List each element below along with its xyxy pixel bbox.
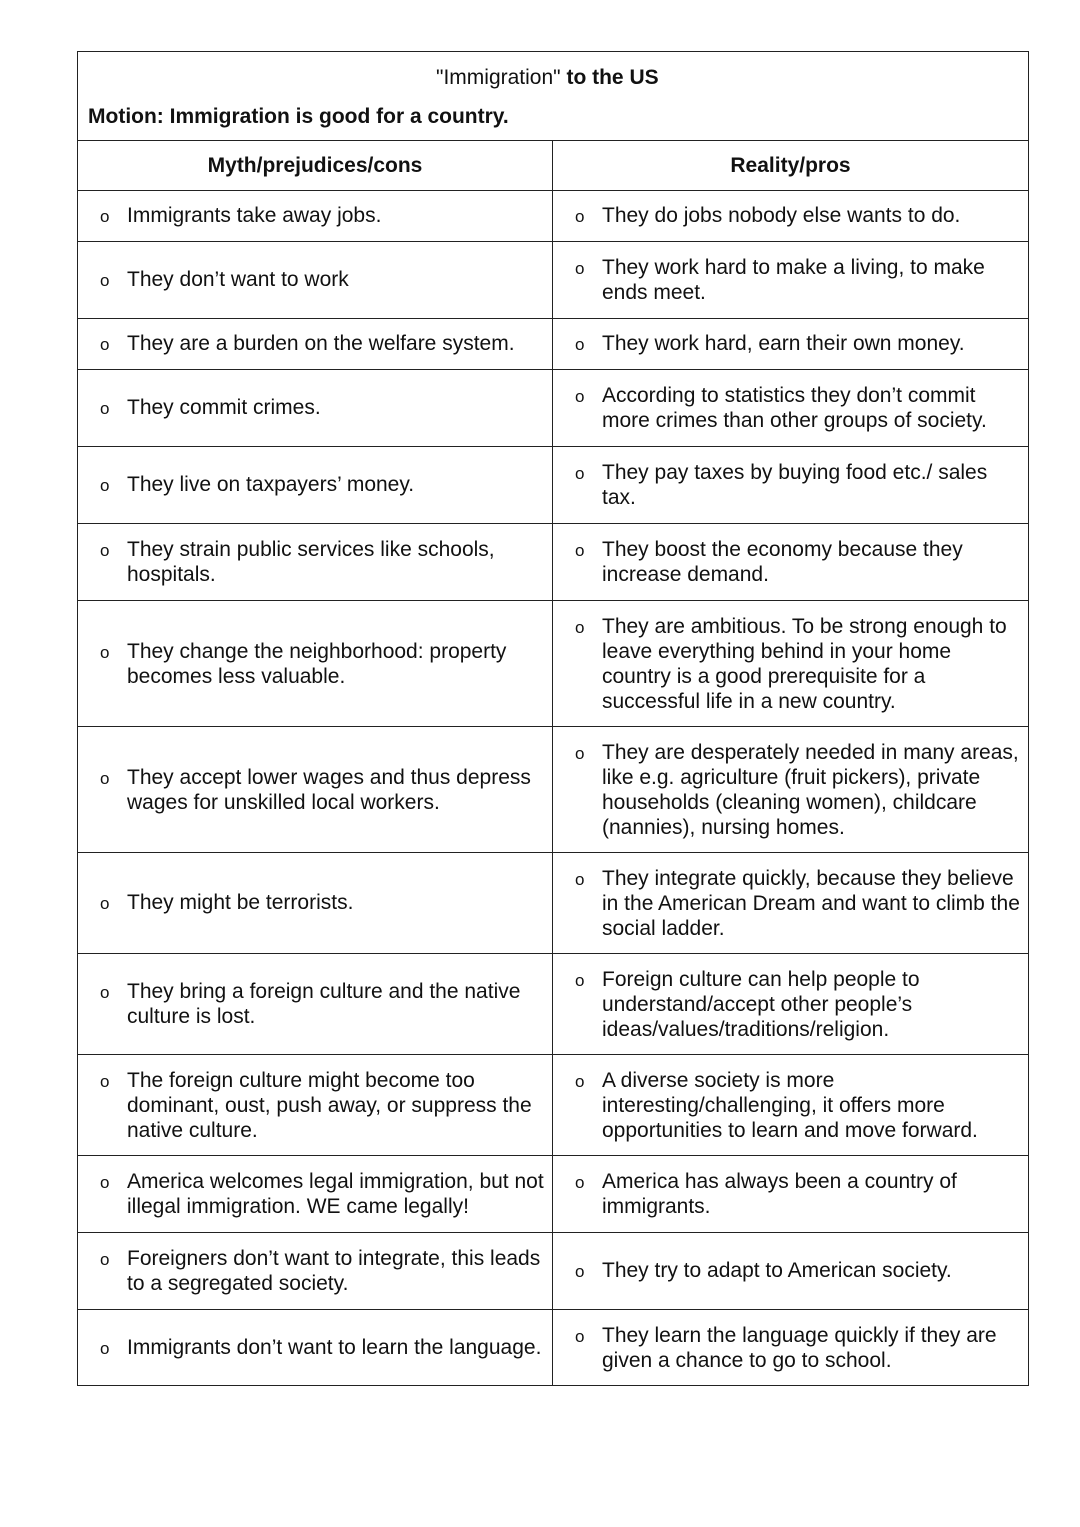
table-row xyxy=(78,1055,1029,1156)
con-text: They don’t want to work xyxy=(127,268,349,291)
pro-cell xyxy=(553,954,1029,1055)
bullet-icon: o xyxy=(575,1262,585,1281)
pro-text: A diverse society is more interesting/challenging, it offers more opportunities to learn and move forward. xyxy=(602,1068,978,1142)
con-text: They change the neighborhood: property becomes less valuable. xyxy=(127,639,507,688)
comparison-table xyxy=(77,51,1029,1386)
pro-cell xyxy=(553,1233,1029,1310)
pro-text: They try to adapt to American society. xyxy=(602,1259,952,1282)
con-cell xyxy=(78,242,553,319)
pro-text: They do jobs nobody else wants to do. xyxy=(602,204,961,227)
list-item xyxy=(78,975,552,1033)
con-cell xyxy=(78,601,553,727)
bullet-icon: o xyxy=(575,387,585,406)
con-text: They bring a foreign culture and the native culture is lost. xyxy=(127,980,521,1028)
bullet-icon: o xyxy=(575,464,585,483)
pro-text: Foreign culture can help people to understand/accept other people’s ideas/values/traditions/religion. xyxy=(602,967,920,1041)
con-text: They are a burden on the welfare system. xyxy=(127,332,515,355)
table-row xyxy=(78,524,1029,601)
bullet-icon: o xyxy=(575,1326,585,1346)
pro-text: According to statistics they don’t commit more crimes than other groups of society. xyxy=(602,384,987,432)
pro-text: They work hard to make a living, to make ends meet. xyxy=(602,256,985,304)
table-row xyxy=(78,447,1029,524)
list-item xyxy=(553,1319,1028,1377)
bullet-icon: o xyxy=(575,617,585,637)
pro-text: America has always been a country of immigrants. xyxy=(602,1170,957,1218)
title-quoted: "Immigration" xyxy=(436,66,561,89)
list-item xyxy=(553,1064,1028,1147)
con-text: Immigrants don’t want to learn the language. xyxy=(127,1335,542,1359)
bullet-icon: o xyxy=(100,541,110,560)
bullet-icon: o xyxy=(100,1338,110,1358)
list-item xyxy=(78,1331,552,1365)
bullet-icon: o xyxy=(100,1071,110,1091)
pro-cell xyxy=(553,524,1029,601)
con-text: America welcomes legal immigration, but not illegal immigration. WE came legally! xyxy=(127,1170,544,1218)
con-cell xyxy=(78,853,553,954)
list-item xyxy=(553,327,1028,361)
list-item xyxy=(553,533,1028,591)
table-row xyxy=(78,1310,1029,1386)
pro-text: They are ambitious. To be strong enough to leave everything behind in your home country is a good prerequisite for a successful life in a new country. xyxy=(602,614,1007,713)
list-item xyxy=(553,862,1028,945)
con-cell xyxy=(78,447,553,524)
list-item xyxy=(78,1242,552,1300)
title-rest: to the US xyxy=(566,66,659,89)
pro-cell xyxy=(553,853,1029,954)
bullet-icon: o xyxy=(575,1071,585,1091)
bullet-icon: o xyxy=(100,207,110,226)
con-cell xyxy=(78,1310,553,1386)
pro-cell xyxy=(553,1055,1029,1156)
list-item xyxy=(78,1165,552,1223)
con-text: They commit crimes. xyxy=(127,396,321,419)
bullet-icon: o xyxy=(100,271,110,290)
list-item xyxy=(78,199,552,233)
con-cell xyxy=(78,727,553,853)
pro-cell xyxy=(553,1310,1029,1386)
list-item xyxy=(78,533,552,591)
pro-cell xyxy=(553,447,1029,524)
pro-cell xyxy=(553,370,1029,447)
column-header-cons: Myth/prejudices/cons xyxy=(78,141,553,191)
header-row xyxy=(78,52,1029,141)
con-cell xyxy=(78,1233,553,1310)
table-row xyxy=(78,853,1029,954)
con-text: Foreigners don’t want to integrate, this leads to a segregated society. xyxy=(127,1247,541,1295)
con-cell xyxy=(78,954,553,1055)
list-item xyxy=(78,327,552,361)
pro-text: They learn the language quickly if they are given a chance to go to school. xyxy=(602,1323,997,1372)
list-item xyxy=(78,635,552,693)
bullet-icon: o xyxy=(100,1173,110,1192)
con-cell xyxy=(78,370,553,447)
bullet-icon: o xyxy=(100,983,110,1002)
con-text: They live on taxpayers’ money. xyxy=(127,473,415,496)
table-row xyxy=(78,242,1029,319)
bullet-icon: o xyxy=(100,335,110,354)
con-cell xyxy=(78,524,553,601)
list-item xyxy=(553,1165,1028,1223)
con-text: The foreign culture might become too dominant, oust, push away, or suppress the native culture. xyxy=(127,1068,532,1142)
pro-text: They pay taxes by buying food etc./ sales tax. xyxy=(602,461,988,509)
pro-text: They integrate quickly, because they believe in the American Dream and want to climb the social ladder. xyxy=(602,866,1020,940)
list-item xyxy=(78,391,552,425)
con-text: They might be terrorists. xyxy=(127,891,354,914)
pro-text: They work hard, earn their own money. xyxy=(602,332,965,355)
bullet-icon: o xyxy=(575,970,585,990)
list-item xyxy=(553,963,1028,1046)
list-item xyxy=(553,379,1028,437)
bullet-icon: o xyxy=(100,642,110,662)
bullet-icon: o xyxy=(575,869,585,889)
header-cell xyxy=(78,52,1029,141)
bullet-icon: o xyxy=(100,1250,110,1269)
list-item xyxy=(553,610,1028,718)
table-row xyxy=(78,319,1029,370)
con-text: They accept lower wages and thus depress wages for unskilled local workers. xyxy=(127,765,531,814)
con-text: Immigrants take away jobs. xyxy=(127,204,382,227)
bullet-icon: o xyxy=(575,335,585,354)
bullet-icon: o xyxy=(575,207,585,226)
table-row xyxy=(78,727,1029,853)
list-item xyxy=(78,761,552,819)
con-cell xyxy=(78,319,553,370)
bullet-icon: o xyxy=(575,1173,585,1192)
con-cell xyxy=(78,191,553,242)
bullet-icon: o xyxy=(100,768,110,788)
table-row xyxy=(78,1233,1029,1310)
list-item xyxy=(78,886,552,920)
bullet-icon: o xyxy=(575,743,585,763)
list-item xyxy=(553,456,1028,514)
bullet-icon: o xyxy=(100,894,110,913)
column-header-row xyxy=(78,141,1029,191)
list-item xyxy=(553,199,1028,233)
pro-cell xyxy=(553,1156,1029,1233)
bullet-icon: o xyxy=(100,476,110,495)
bullet-icon: o xyxy=(100,399,110,418)
table-row xyxy=(78,954,1029,1055)
pro-cell xyxy=(553,242,1029,319)
pro-cell xyxy=(553,319,1029,370)
motion-statement: Motion: Immigration is good for a country. xyxy=(88,105,509,128)
pro-cell xyxy=(553,191,1029,242)
list-item xyxy=(78,1064,552,1147)
con-cell xyxy=(78,1055,553,1156)
list-item xyxy=(553,251,1028,309)
table-row xyxy=(78,370,1029,447)
pro-text: They are desperately needed in many areas, like e.g. agriculture (fruit pickers), private households (cleaning women), childcare (nannies), nursing homes. xyxy=(602,740,1019,839)
bullet-icon: o xyxy=(575,541,585,560)
list-item xyxy=(553,736,1028,844)
bullet-icon: o xyxy=(575,259,585,278)
list-item xyxy=(78,468,552,502)
page-title xyxy=(436,66,659,90)
table-row xyxy=(78,1156,1029,1233)
con-cell xyxy=(78,1156,553,1233)
list-item xyxy=(78,263,552,297)
pro-cell xyxy=(553,601,1029,727)
con-text: They strain public services like schools, hospitals. xyxy=(127,538,495,586)
pro-text: They boost the economy because they increase demand. xyxy=(602,538,963,586)
rows-body xyxy=(78,191,1029,1386)
table-row xyxy=(78,601,1029,727)
column-header-pros: Reality/pros xyxy=(553,141,1029,191)
table-row xyxy=(78,191,1029,242)
pro-cell xyxy=(553,727,1029,853)
list-item xyxy=(553,1254,1028,1288)
